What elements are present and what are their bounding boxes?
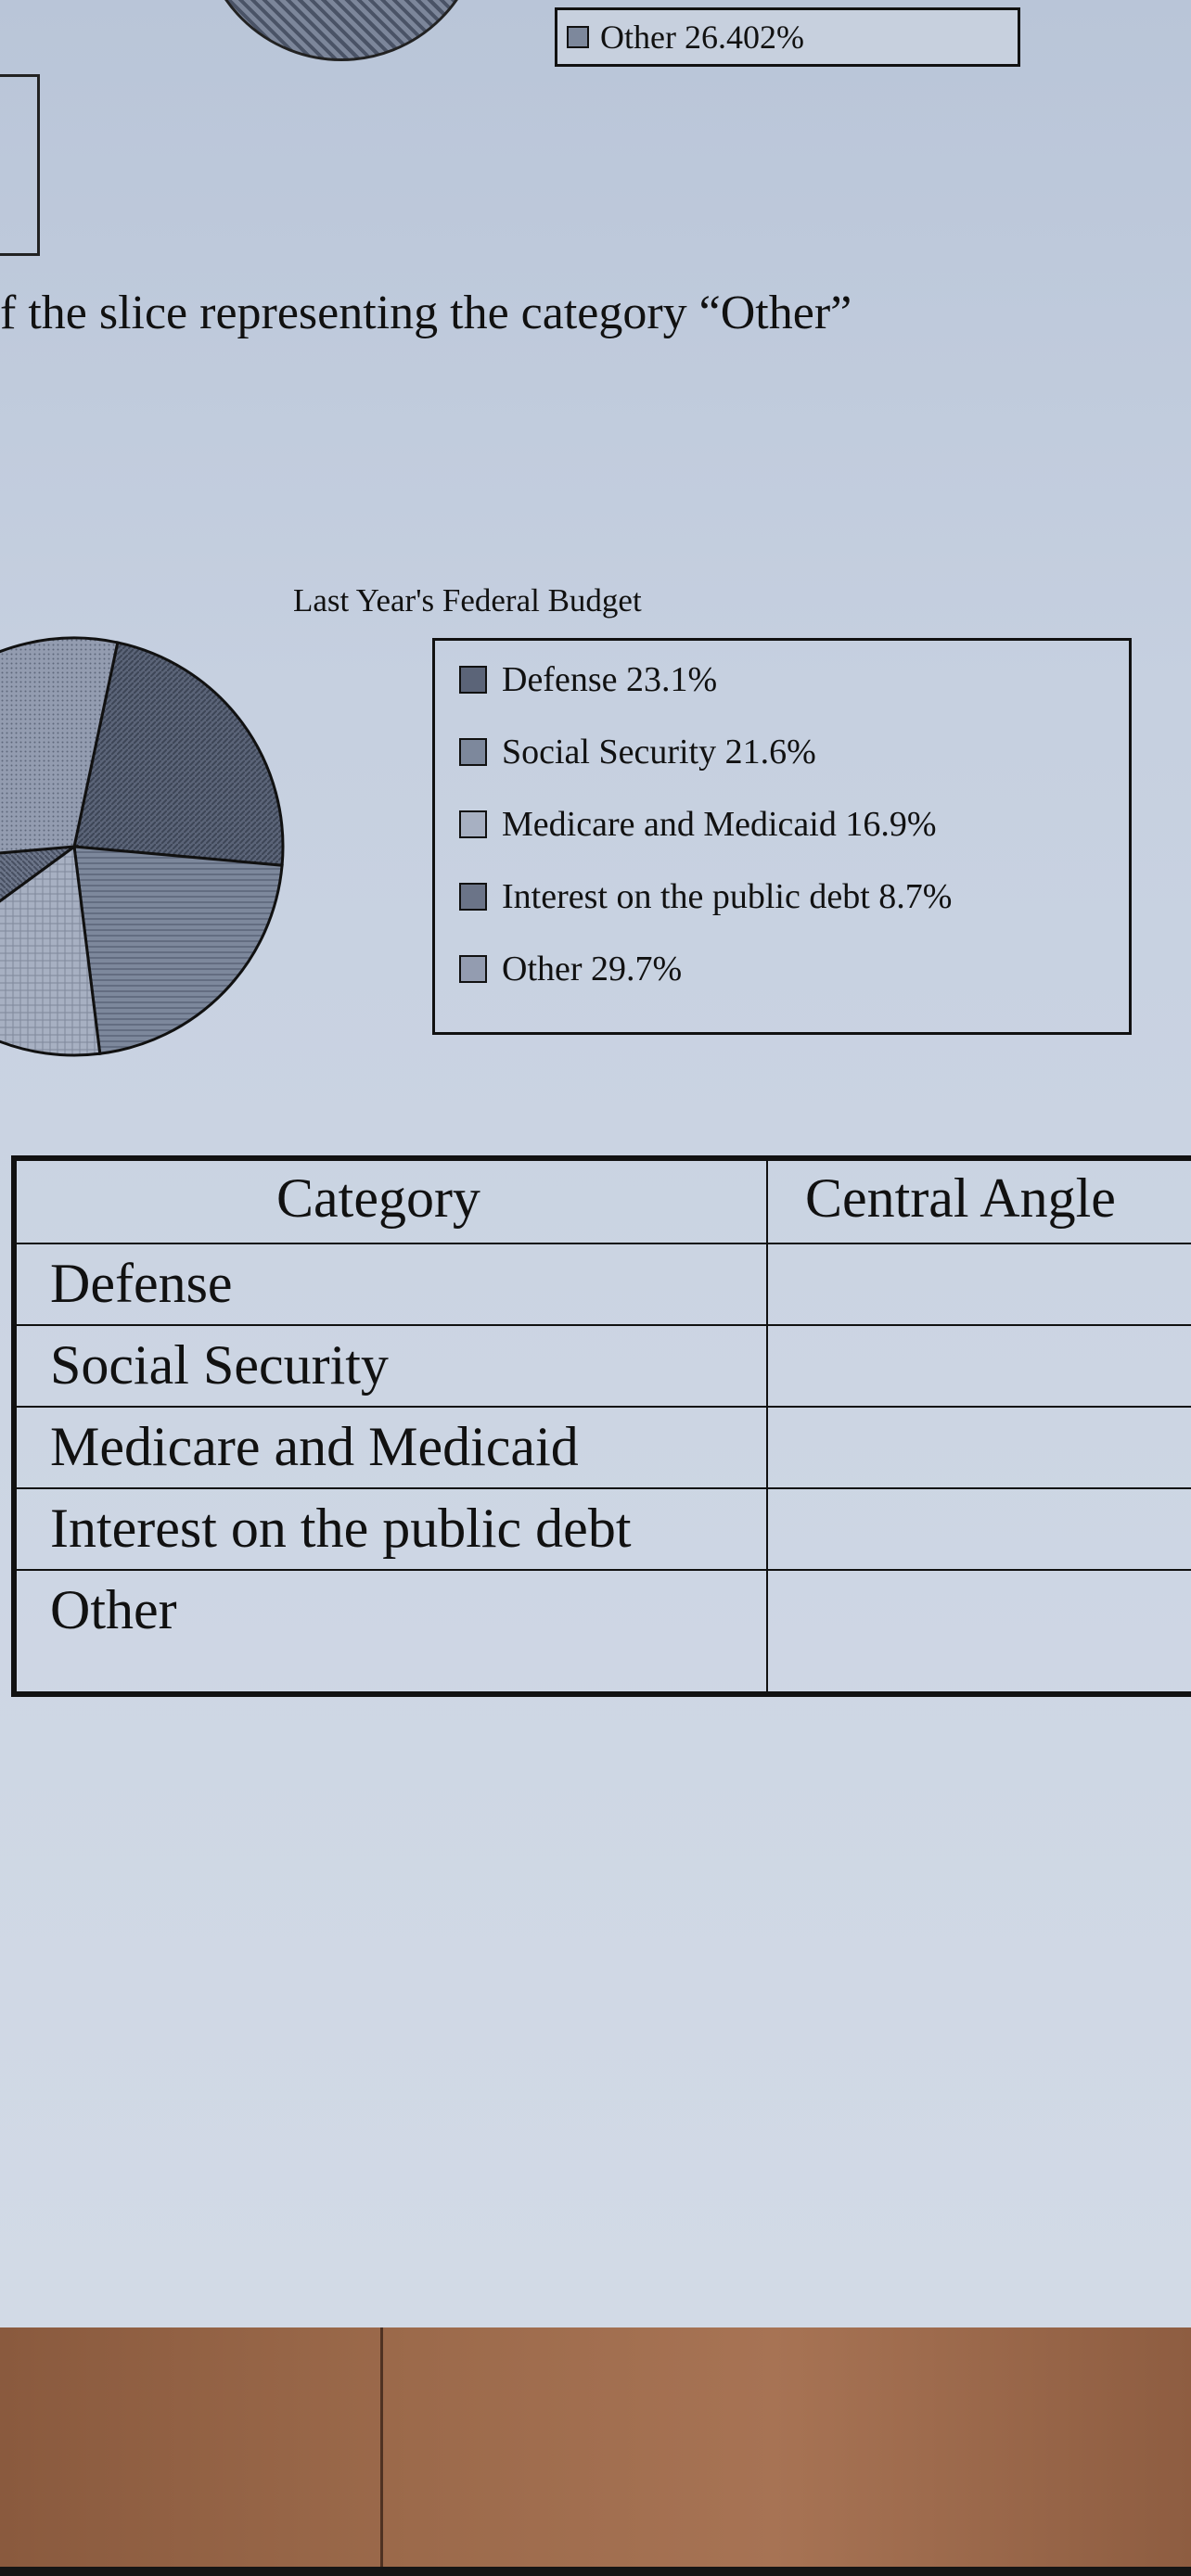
- left-box-fragment: [0, 74, 40, 256]
- question-text: f the slice representing the category “Other”: [0, 287, 852, 339]
- previous-legend-label: Other 26.402%: [600, 19, 804, 56]
- legend-item-other: [459, 949, 682, 989]
- table-row: [17, 1324, 1191, 1408]
- header-category: Category: [276, 1167, 480, 1229]
- legend-item-defense: [459, 659, 717, 700]
- legend-item-medicare: [459, 804, 937, 845]
- category-cell: Other: [50, 1579, 177, 1640]
- legend-label: Social Security 21.6%: [502, 733, 816, 772]
- pie-slice-social-security: [74, 847, 282, 1053]
- table-row: [17, 1243, 1191, 1326]
- category-cell: Medicare and Medicaid: [50, 1416, 579, 1477]
- category-cell: Defense: [50, 1253, 233, 1314]
- legend-swatch-icon: [567, 26, 589, 48]
- table-header-row: [17, 1161, 1191, 1244]
- budget-pie-chart: [0, 638, 390, 1055]
- table-row: [17, 1406, 1191, 1489]
- defense-swatch-icon: [459, 666, 487, 694]
- legend-label: Other 29.7%: [502, 950, 683, 988]
- table-row: [17, 1487, 1191, 1571]
- table-row: [17, 1569, 1191, 1651]
- legend-label: Defense 23.1%: [502, 660, 718, 699]
- bottom-edge: [0, 2567, 1191, 2576]
- budget-legend: [432, 638, 1132, 1035]
- legend-item-interest: [459, 876, 952, 917]
- interest-swatch-icon: [459, 883, 487, 911]
- category-cell: Social Security: [50, 1334, 389, 1396]
- previous-legend-item: [555, 7, 1020, 67]
- legend-item-social-security: [459, 732, 816, 772]
- legend-label: Medicare and Medicaid 16.9%: [502, 805, 937, 844]
- header-central-angle: Central Angle: [805, 1167, 1116, 1229]
- category-cell: Interest on the public debt: [50, 1498, 632, 1559]
- desk-surface: [0, 2327, 1191, 2576]
- desk-seam: [380, 2327, 383, 2576]
- social-security-swatch-icon: [459, 738, 487, 766]
- medicare-swatch-icon: [459, 810, 487, 838]
- legend-label: Interest on the public debt 8.7%: [502, 877, 953, 916]
- central-angle-table: [11, 1155, 1191, 1697]
- other-swatch-icon: [459, 955, 487, 983]
- chart-title: Last Year's Federal Budget: [293, 582, 642, 618]
